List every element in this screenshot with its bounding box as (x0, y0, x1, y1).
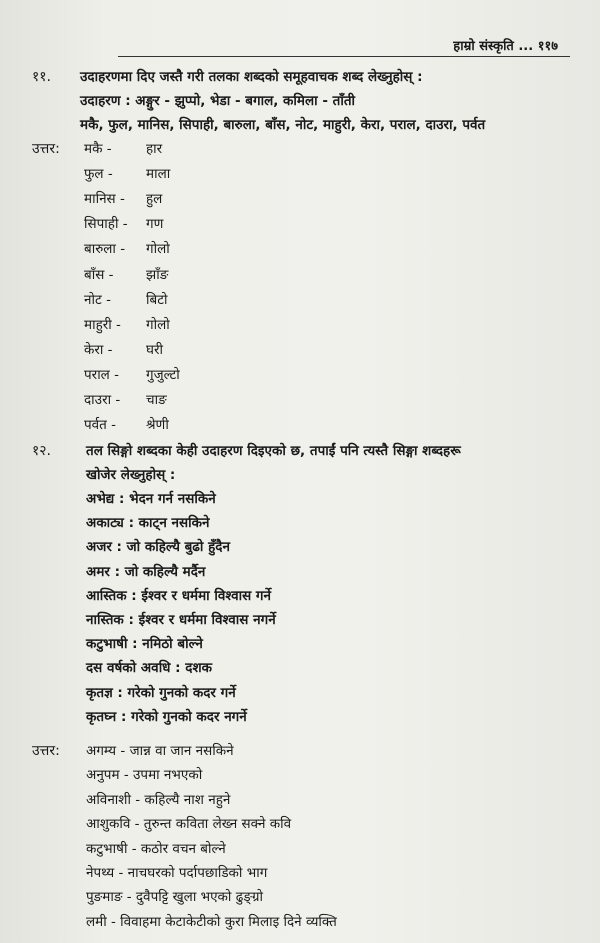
q11-answer-word: पराल - (84, 366, 120, 383)
q12-answer-label: उत्तर: (32, 743, 60, 759)
q12-answer-line: अनुपम - उपमा नभएको (86, 767, 203, 784)
q11-answer-word: नोट - (84, 291, 111, 308)
q12-example-line: नास्तिक : ईश्वर र धर्ममा विश्वास नगर्ने (86, 612, 276, 628)
q12-answer-line: लमी - विवाहमा केटाकेटीको कुरा मिलाइ दिने व्यक्ति (86, 913, 337, 930)
q11-answer-word: मानिस - (84, 191, 125, 208)
q12-example-line: दस वर्षको अवधि : दशक (86, 660, 213, 677)
q12-example-line: कृतज्ञ : गरेको गुनको कदर गर्ने (86, 684, 236, 701)
q12-example-line: आस्तिक : ईश्वर र धर्ममा विश्वास गर्ने (86, 587, 272, 604)
q12-answer-line: अविनाशी - कहिल्यै नाश नहुने (86, 791, 231, 808)
q11-words: मकै, फुल, मानिस, सिपाही, बारुला, बाँस, नोट, माहुरी, केरा, पराल, दाउरा, पर्वत (80, 117, 486, 133)
q12-answer-line: कटुभाषी - कठोर वचन बोल्ने (86, 840, 226, 857)
q11-question: उदाहरणमा दिए जस्तै गरी तलका शब्दको समूहवाचक शब्द लेख्नुहोस् : (80, 69, 423, 85)
q11-answer-word: बारुला - (84, 241, 126, 258)
q11-answer-word: मकै - (84, 141, 112, 157)
q12-example-line: कटुभाषी : नमिठो बोल्ने (86, 636, 203, 653)
q12-question-line1: तल सिङ्गो शब्दका केही उदाहरण दिइएको छ, तपाईं पनि त्यस्तै सिङ्गा शब्दहरू (86, 443, 461, 459)
q11-answer-label: उत्तर: (32, 141, 60, 157)
q12-example-line: कृतघ्न : गरेको गुनको कदर नगर्ने (86, 708, 247, 725)
q12-example-line: अभेद्य : भेदन गर्न नसकिने (86, 491, 216, 507)
page-header: हाम्रो संस्कृति ... ११७ (453, 39, 558, 54)
q11-answer-word: दाउरा - (84, 392, 121, 408)
q12-number: १२. (32, 443, 52, 459)
q11-answer-word: बाँस - (84, 266, 114, 283)
q12-question-line2: खोजेर लेख्नुहोस् : (86, 467, 176, 483)
q11-answer-group: घरी (146, 341, 163, 358)
q11-answer-group: गोलो (146, 316, 170, 333)
q12-answer-line: नेपथ्य - नाचघरको पर्दापछाडिको भाग (86, 865, 268, 881)
header-rule (118, 56, 570, 57)
q11-answer-word: फुल - (84, 166, 113, 183)
q12-answer-line: अगम्य - जान्न वा जान नसकिने (86, 743, 234, 759)
q11-answer-group: गण (146, 216, 164, 233)
q12-example-line: अकाट्य : काट्न नसकिने (86, 515, 210, 532)
q11-answer-group: हुल (146, 191, 163, 208)
q11-answer-group: माला (146, 166, 171, 183)
q11-answer-group: चाङ (146, 392, 167, 408)
q11-answer-group: हार (146, 141, 163, 157)
q12-example-line: अजर : जो कहिल्यै बुढो हुँदैन (86, 539, 230, 556)
q11-answer-group: बिटो (146, 291, 168, 308)
q11-answer-group: गुजुल्टो (146, 366, 180, 383)
q11-answer-word: पर्वत - (84, 417, 117, 434)
q11-answer-group: झाँङ (146, 266, 169, 283)
q12-answer-line: पुङमाङ - दुवैपट्टि खुला भएको ढुङ्ग्रो (86, 889, 264, 906)
q11-answer-word: केरा - (84, 341, 113, 358)
q11-answer-word: माहुरी - (84, 316, 121, 333)
q12-example-line: अमर : जो कहिल्यै मर्दैन (86, 563, 206, 580)
q11-answer-group: गोलो (146, 241, 170, 258)
q12-answer-line: आशुकवि - तुरुन्त कविता लेख्न सक्ने कवि (86, 816, 292, 833)
q11-answer-group: श्रेणी (146, 417, 169, 434)
q11-example: उदाहरण : अङ्गुर - झुप्पो, भेडा - बगाल, कमिला - ताँती (80, 93, 356, 109)
q11-answer-word: सिपाही - (84, 216, 128, 233)
q11-number: ११. (32, 69, 52, 85)
